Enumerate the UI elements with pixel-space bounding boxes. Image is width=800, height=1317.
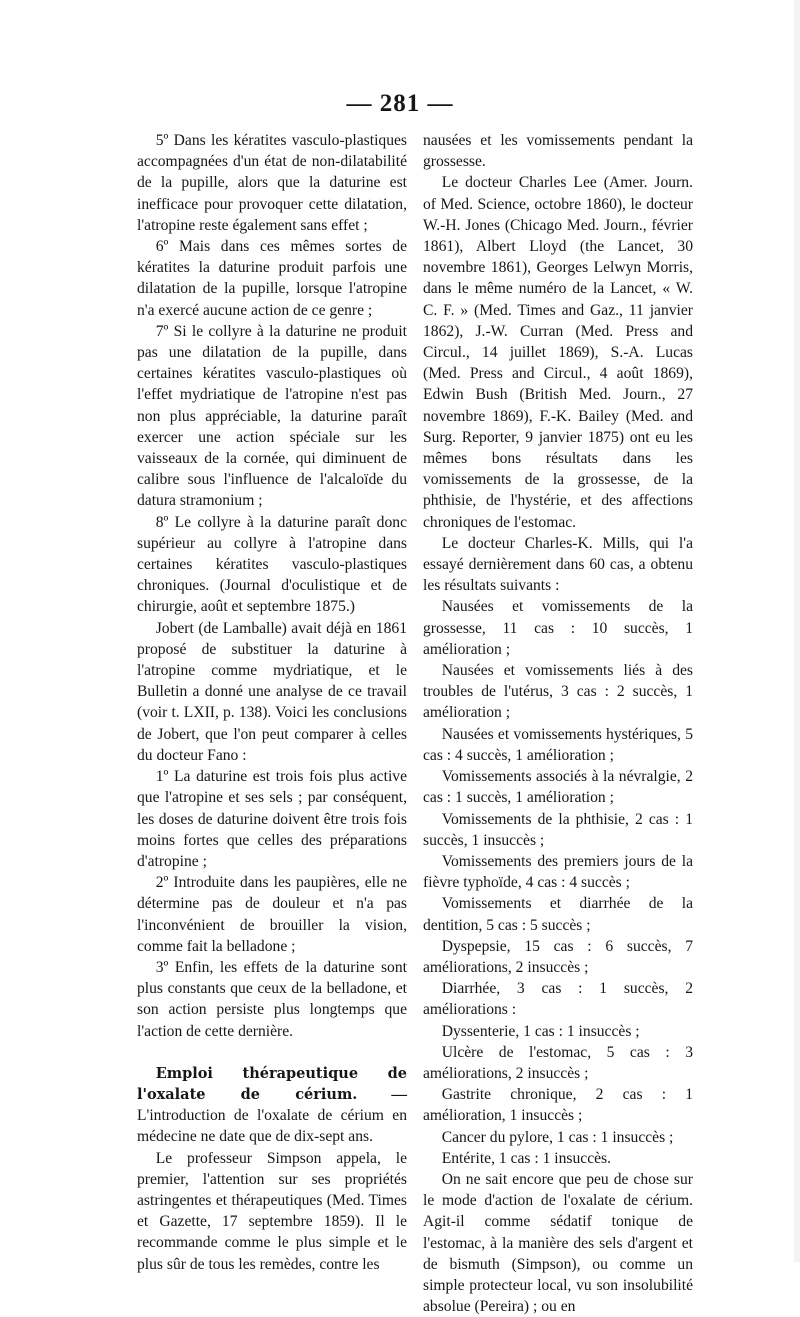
results-item: Cancer du pylore, 1 cas : 1 insuccès ;	[441, 1128, 674, 1146]
results-item: Entérite, 1 cas : 1 insuccès.	[441, 1149, 612, 1167]
paragraph: 7º Si le collyre à la daturine ne produit pas une dilatation de la pupille, dans certaines kératites vasculo-plastiques où l'effet mydriatique de l'atropine n'est pas non plus appréciable, la daturine paraît exercer une action spéciale sur les vaisseaux de la cornée, qui diminuent de calibre sous l'influence de l'alcaloïde du datura stramonium ;	[137, 322, 407, 510]
results-item: Nausées et vomissements de la grossesse, 11 cas : 10 succès, 1 amélioration ;	[423, 598, 693, 658]
left-column	[137, 130, 407, 1275]
results-item: Vomissements de la phthisie, 2 cas : 1 succès, 1 insuccès ;	[423, 810, 693, 849]
paragraph: On ne sait encore que peu de chose sur le mode d'action de l'oxalate de cérium. Agit-il comme sédatif tonique de l'estomac, à la manière des sels d'argent et de bismuth (Simpson), ou comme un simple protecteur local, vu son insolubilité absolue (Pereira) ; ou en	[423, 1170, 693, 1316]
results-item: Nausées et vomissements liés à des troubles de l'utérus, 3 cas : 2 succès, 1 amélioration ;	[423, 662, 693, 722]
paragraph: nausées et les vomissements pendant la grossesse.	[423, 132, 693, 171]
page-edge	[794, 0, 800, 1262]
results-item: Vomissements associés à la névralgie, 2 cas : 1 succès, 1 amélioration ;	[423, 768, 693, 807]
paragraph-text: L'introduction de l'oxalate de cérium en médecine ne date que de dix-sept ans.	[137, 1107, 407, 1146]
results-item: Nausées et vomissements hystériques, 5 cas : 4 succès, 1 amélioration ;	[423, 725, 693, 764]
paragraph: Le docteur Charles Lee (Amer. Journ. of Med. Science, octobre 1860), le docteur W.-H. Jones (Chicago Med. Journ., février 1861), Albert Lloyd (the Lancet, 30 novembre 1861), Georges Lelwyn Morris, dans le même numéro de la Lancet, « W. C. F. » (Med. Times and Gaz., 11 janvier 1862), J.-W. Curran (Med. Press and Circul., 14 juillet 1869), S.-A. Lucas (Med. Press and Circul., 4 août 1869), Edwin Bush (British Med. Journ., 27 novembre 1869), F.-K. Bailey (Med. and Surg. Reporter, 9 janvier 1875) ont eu les mêmes bons résultats dans les vomissements de la grossesse, de la phthisie, de l'hystérie, et des affections chroniques de l'estomac.	[423, 174, 693, 531]
results-item: Dyssenterie, 1 cas : 1 insuccès ;	[441, 1022, 640, 1040]
results-item: Vomissements des premiers jours de la fièvre typhoïde, 4 cas : 4 succès ;	[423, 852, 693, 892]
page-number: — 281 —	[346, 90, 454, 117]
right-column	[423, 130, 693, 1317]
results-item: Ulcère de l'estomac, 5 cas : 3 améliorations, 2 insuccès ;	[423, 1043, 693, 1082]
paragraph: 2º Introduite dans les paupières, elle ne détermine pas de douleur et n'a pas l'inconvénient de brouiller la vision, comme fait la belladone ;	[137, 874, 407, 955]
results-item: Gastrite chronique, 2 cas : 1 amélioration, 1 insuccès ;	[423, 1086, 693, 1125]
paragraph: Le professeur Simpson appela, le premier, l'attention sur ses propriétés astringentes et thérapeutiques (Med. Times et Gazette, 17 septembre 1859). Il le recommande comme le plus simple et le plus sûr de tous les remèdes, contre les	[137, 1149, 407, 1273]
paragraph: 8º Le collyre à la daturine paraît donc supérieur au collyre à l'atropine dans certaines kératites vasculo-plastiques chroniques. (Journal d'oculistique et de chirurgie, août et septembre 1875.)	[137, 513, 407, 616]
section-paragraph	[137, 1063, 407, 1148]
results-item: Diarrhée, 3 cas : 1 succès, 2 améliorations :	[423, 980, 693, 1019]
results-item: Vomissements et diarrhée de la dentition, 5 cas : 5 succès ;	[423, 895, 693, 934]
heading-dash: —	[391, 1085, 407, 1103]
paragraph: 6º Mais dans ces mêmes sortes de kératites la daturine produit parfois une dilatation de la pupille, lorsque l'atropine n'a exercé aucune action de ce genre ;	[137, 238, 407, 319]
section-heading: Emploi thérapeutique de l'oxalate de cérium.	[137, 1064, 407, 1103]
paragraph: 3º Enfin, les effets de la daturine sont plus constants que ceux de la belladone, et son action persiste plus longtemps que l'action de cette dernière.	[137, 958, 407, 1040]
paragraph: 5º Dans les kératites vasculo-plastiques accompagnées d'un état de non-dilatabilité de la pupille, alors que la daturine est inefficace pour provoquer cette dilatation, l'atropine reste également sans effet ;	[137, 132, 407, 234]
paragraph: Jobert (de Lamballe) avait déjà en 1861 proposé de substituer la daturine à l'atropine comme mydriatique, et le Bulletin a donné une analyse de ce travail (voir t. LXII, p. 138). Voici les conclusions de Jobert, que l'on peut comparer à celles du docteur Fano :	[137, 619, 407, 764]
results-item: Dyspepsie, 15 cas : 6 succès, 7 améliorations, 2 insuccès ;	[423, 937, 693, 976]
paragraph: Le docteur Charles-K. Mills, qui l'a essayé dernièrement dans 60 cas, a obtenu les résultats suivants :	[423, 534, 693, 595]
paragraph: 1º La daturine est trois fois plus active que l'atropine et ses sels ; par conséquent, les doses de daturine doivent être trois fois moins fortes que celles des préparations d'atropine ;	[137, 768, 407, 870]
